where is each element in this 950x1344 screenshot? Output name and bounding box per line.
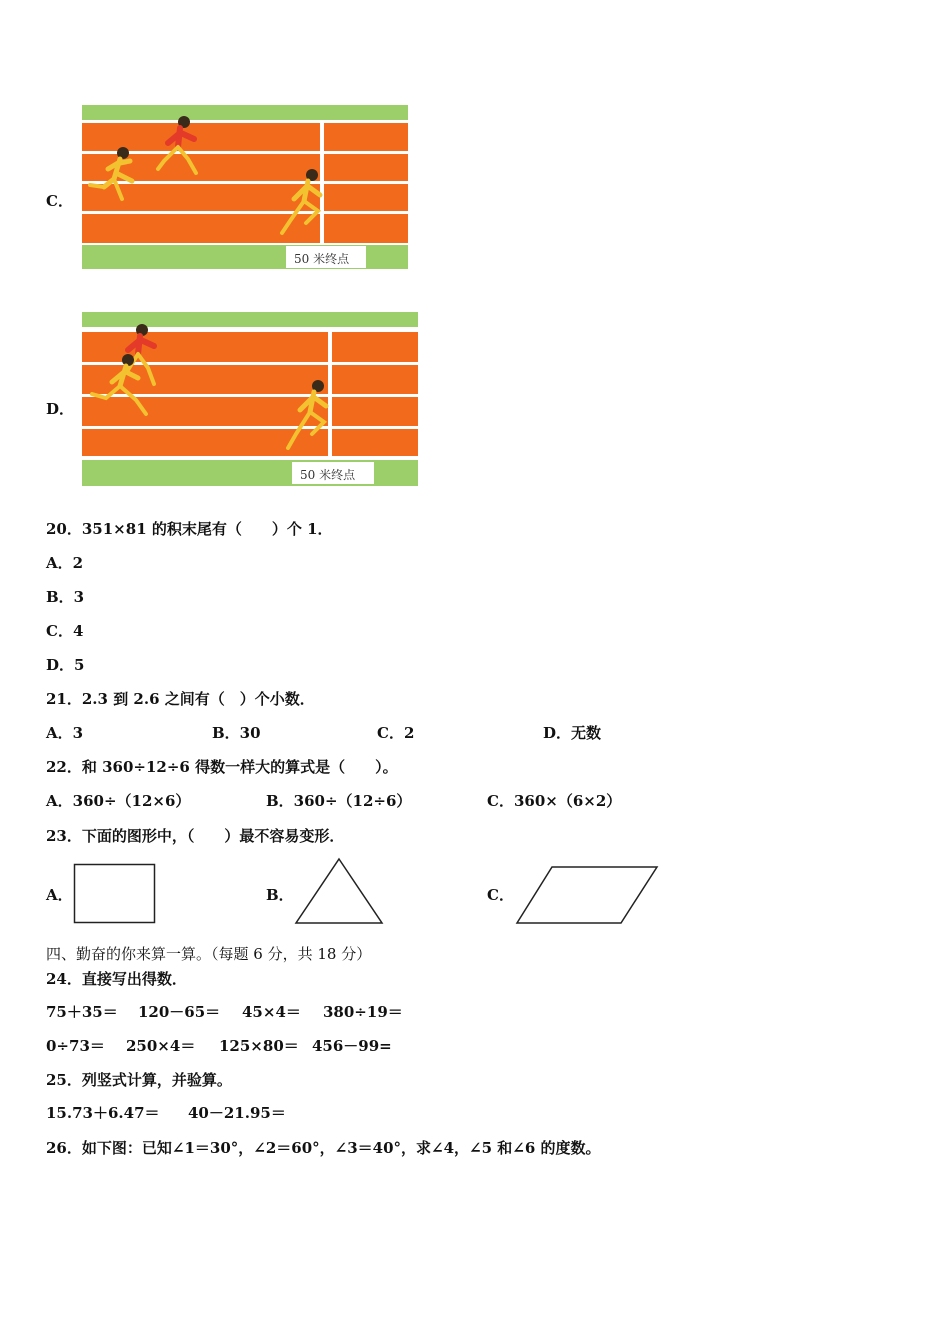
- q21-option-a[interactable]: A．3: [46, 724, 84, 742]
- q22-option-b[interactable]: B．360÷（12÷6）: [266, 792, 412, 810]
- finish-label-c: 50 米终点: [294, 252, 350, 266]
- q23-option-a[interactable]: A．: [46, 886, 73, 904]
- rectangle-shape: [73, 863, 158, 925]
- q24-item: 120－65＝: [138, 1003, 221, 1021]
- q24-item: 45×4＝: [242, 1003, 301, 1021]
- q24-item: 456－99=: [312, 1037, 392, 1055]
- q24-item: 380÷19＝: [323, 1003, 403, 1021]
- triangle-shape: [294, 857, 384, 925]
- q24-item: 250×4＝: [126, 1037, 196, 1055]
- q19-option-d-label: D．: [46, 400, 75, 418]
- q21-option-b[interactable]: B．30: [212, 724, 261, 742]
- q20-stem: 20．351×81 的积末尾有（ ）个 1．: [46, 520, 333, 538]
- q20-option-d[interactable]: D．5: [46, 656, 85, 674]
- section-4-title: 四、勤奋的你来算一算。（每题 6 分，共 18 分）: [46, 945, 372, 963]
- finish-label-d: 50 米终点: [300, 468, 356, 482]
- q24-item: 75＋35＝: [46, 1003, 118, 1021]
- q25-stem: 25．列竖式计算，并验算。: [46, 1071, 232, 1089]
- q24-item: 0÷73＝: [46, 1037, 105, 1055]
- q22-option-c[interactable]: C．360×（6×2）: [487, 792, 622, 810]
- q20-option-a[interactable]: A．2: [46, 554, 84, 572]
- q23-option-b[interactable]: B．: [266, 886, 294, 904]
- q26-stem: 26．如下图：已知∠1＝30°，∠2＝60°，∠3＝40°，求∠4，∠5 和∠6 的度数。: [46, 1139, 601, 1157]
- q21-option-c[interactable]: C．2: [377, 724, 415, 742]
- q24-stem: 24．直接写出得数．: [46, 970, 187, 988]
- q21-stem: 21．2.3 到 2.6 之间有（ ）个小数．: [46, 690, 315, 708]
- q23-stem: 23．下面的图形中，（ ）最不容易变形．: [46, 827, 345, 845]
- q20-option-c[interactable]: C．4: [46, 622, 84, 640]
- q19-option-c-label: C．: [46, 192, 73, 210]
- parallelogram-shape: [515, 865, 660, 925]
- q24-item: 125×80＝: [219, 1037, 299, 1055]
- q23-option-c[interactable]: C．: [487, 886, 514, 904]
- q21-option-d[interactable]: D．无数: [543, 724, 602, 742]
- q22-option-a[interactable]: A．360÷（12×6）: [46, 792, 191, 810]
- q19-option-d-image: [80, 310, 420, 488]
- q25-item: 40－21.95＝: [188, 1104, 286, 1122]
- q20-option-b[interactable]: B．3: [46, 588, 85, 606]
- q19-option-c-image: [80, 103, 410, 271]
- q22-stem: 22．和 360÷12÷6 得数一样大的算式是（ ）。: [46, 758, 398, 776]
- q25-item: 15.73＋6.47＝: [46, 1104, 160, 1122]
